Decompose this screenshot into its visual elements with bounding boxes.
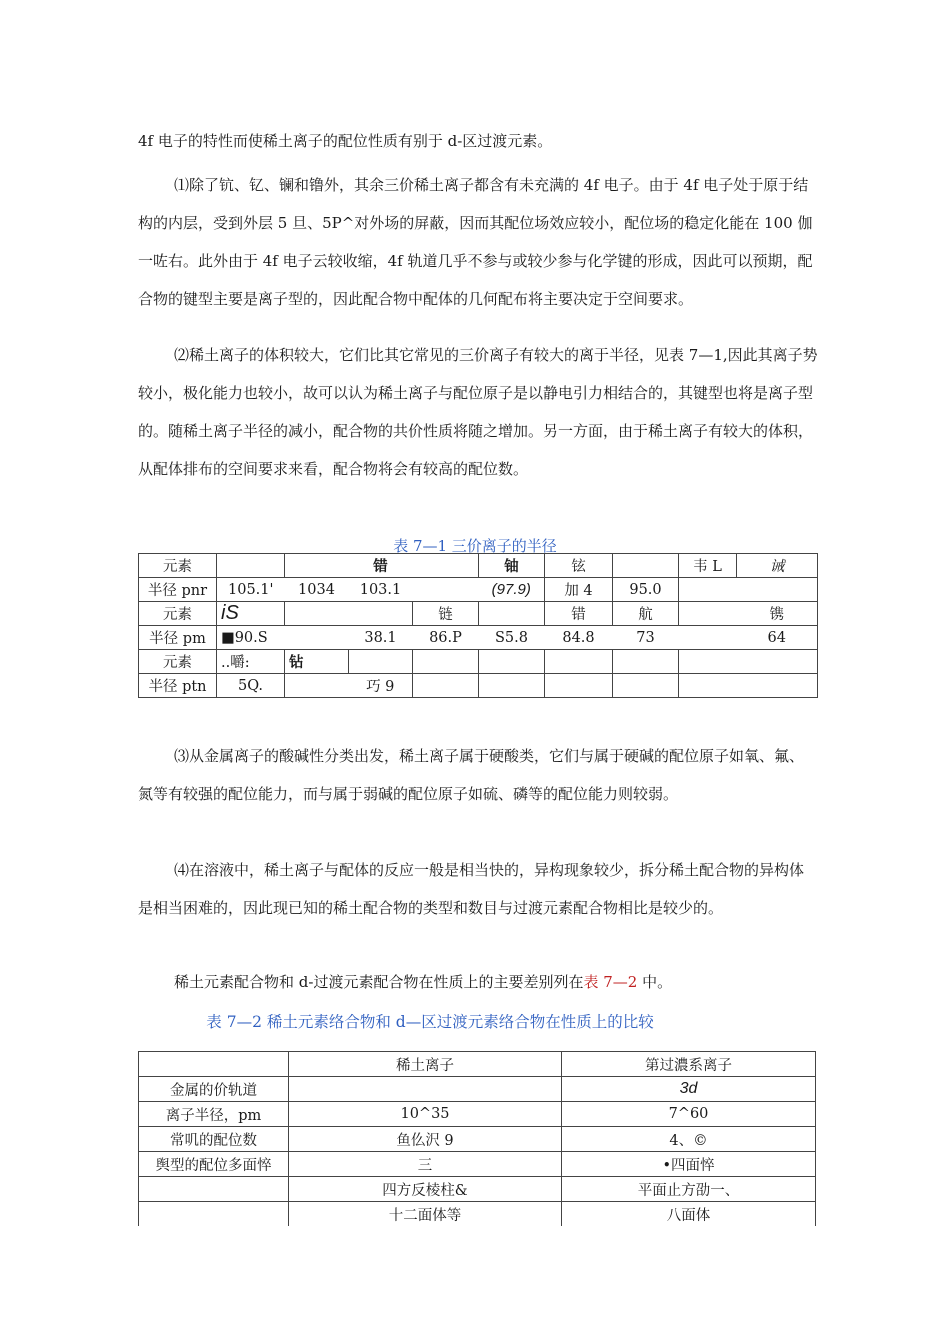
- table-cell: 元素: [139, 602, 217, 626]
- table-cell: [289, 1077, 562, 1102]
- table-header-cell: [139, 1052, 289, 1077]
- table-cell: [349, 602, 413, 626]
- table-cell: 元素: [139, 650, 217, 674]
- table-cell: 链: [413, 602, 479, 626]
- table-cell: 离子半径，pm: [139, 1102, 289, 1127]
- table-cell: •四面悴: [562, 1152, 816, 1177]
- table-cell: [285, 674, 349, 698]
- table-cell: 诫: [737, 554, 818, 578]
- table-cell: [285, 626, 349, 650]
- table-cell: 镌: [737, 602, 818, 626]
- table-cell: 加 4: [545, 578, 613, 602]
- paragraph-point-3: ⑶从金属离子的酸碱性分类出发，稀土离子属于硬酸类，它们与属于硬碱的配位原子如氧、氟、氮等有较强的配位能力，而与属于弱碱的配位原子如硫、磷等的配位能力则较弱。: [138, 747, 805, 803]
- table-cell: [349, 650, 413, 674]
- table-cell: 95.0: [613, 578, 679, 602]
- table-cell: 元素: [139, 554, 217, 578]
- table-1-caption: 表 7—1 三价离子的半径: [393, 537, 557, 555]
- paragraph-point-4: ⑷在溶液中，稀土离子与配体的反应一般是相当快的，异构现象较少，拆分稀土配合物的异构体是相当困难的，因此现已知的稀土配合物的类型和数目与过渡元素配合物相比是较少的。: [138, 861, 805, 917]
- table-cell: [139, 1202, 289, 1227]
- table-cell: 平面止方劭一、: [562, 1177, 816, 1202]
- table-row: [139, 1077, 816, 1102]
- table-cell: 航: [613, 602, 679, 626]
- table-cell: 铉: [545, 554, 613, 578]
- table-cell: 金属的价轨道: [139, 1077, 289, 1102]
- table-row: [139, 674, 818, 698]
- table-cell: 错: [349, 554, 413, 578]
- table-cell: [413, 650, 479, 674]
- table-cell: 三: [289, 1152, 562, 1177]
- table-cell: [413, 674, 479, 698]
- table-cell: 半径 pm: [139, 626, 217, 650]
- table-cell: 半径 ptn: [139, 674, 217, 698]
- ionic-radius-table: [138, 553, 818, 698]
- table-row: [139, 602, 818, 626]
- table-cell: [285, 602, 349, 626]
- table-cell: 10^35: [289, 1102, 562, 1127]
- table-cell: 巧 9: [349, 674, 413, 698]
- table-row: [139, 1177, 816, 1202]
- table-row: [139, 578, 818, 602]
- table-cell: 铀: [479, 554, 545, 578]
- table-cell: [613, 674, 679, 698]
- table-cell: S5.8: [479, 626, 545, 650]
- table-cell: [285, 554, 349, 578]
- table-row: [139, 1127, 816, 1152]
- table-cell: 鱼仫沢 9: [289, 1127, 562, 1152]
- table-cell: ■90.S: [217, 626, 285, 650]
- table-cell: 半径 pnr: [139, 578, 217, 602]
- table-cell: 错: [545, 602, 613, 626]
- table-cell: [679, 626, 737, 650]
- table-cell: [545, 650, 613, 674]
- table-row: [139, 1102, 816, 1127]
- table-cell: [479, 602, 545, 626]
- table-header-cell: 第过濃系离子: [562, 1052, 816, 1077]
- table-row: [139, 650, 818, 674]
- table-cell: 5Q.: [217, 674, 285, 698]
- table-row: [139, 626, 818, 650]
- table-cell: 73: [613, 626, 679, 650]
- table-row: [139, 554, 818, 578]
- table-cell: 韦 L: [679, 554, 737, 578]
- table-cell: 7^60: [562, 1102, 816, 1127]
- table-cell: 八面体: [562, 1202, 816, 1227]
- table-cell: (97.9): [479, 578, 545, 602]
- table-header-cell: 稀土离子: [289, 1052, 562, 1077]
- table-cell: [737, 578, 818, 602]
- table-cell: 84.8: [545, 626, 613, 650]
- table-cell: [217, 554, 285, 578]
- comparison-table: [138, 1051, 816, 1226]
- table-header-row: [139, 1052, 816, 1077]
- table-cell: 常叽的配位数: [139, 1127, 289, 1152]
- table-cell: 105.1': [217, 578, 285, 602]
- table-cell: 舆型的配位多面悴: [139, 1152, 289, 1177]
- table-cell: 38.1: [349, 626, 413, 650]
- table-cell: [413, 554, 479, 578]
- table-cell: 十二面体等: [289, 1202, 562, 1227]
- table-cell: [737, 650, 818, 674]
- table-cell: iS: [217, 602, 285, 626]
- table-cell: [737, 674, 818, 698]
- table-cell: [479, 650, 545, 674]
- table-cell: [413, 578, 479, 602]
- table-cell: [613, 554, 679, 578]
- table-cell: [479, 674, 545, 698]
- table-row: [139, 1152, 816, 1177]
- table-cell: [139, 1177, 289, 1202]
- table-cell: [679, 578, 737, 602]
- table-cell: 4、©: [562, 1127, 816, 1152]
- table-cell: [679, 602, 737, 626]
- table-cell: [545, 674, 613, 698]
- table-cell: [679, 650, 737, 674]
- table-reference-link[interactable]: 表 7—2: [583, 973, 638, 991]
- paragraph-intro: 4f 电子的特性而使稀土离子的配位性质有别于 d-区过渡元素。: [138, 132, 553, 150]
- table-cell: 四方反棱柱&: [289, 1177, 562, 1202]
- table-2-caption: 表 7—2 稀土元素络合物和 d—区过渡元素络合物在性质上的比较: [206, 1013, 654, 1031]
- table-cell: [679, 674, 737, 698]
- table-cell: 钻: [285, 650, 349, 674]
- table-cell: [613, 650, 679, 674]
- table-cell: 3d: [562, 1077, 816, 1102]
- table-cell: ..嚼:: [217, 650, 285, 674]
- table-cell: 64: [737, 626, 818, 650]
- table-cell: 86.P: [413, 626, 479, 650]
- table-row: [139, 1202, 816, 1227]
- table-cell: 103.1: [349, 578, 413, 602]
- table-cell: 1034: [285, 578, 349, 602]
- paragraph-point-1: ⑴除了钪、钇、镧和镥外，其余三价稀土离子都含有未充满的 4f 电子。由于 4f 电子处于原于结构的内层，受到外层 5 旦、5P^对外场的屏蔽，因而其配位场效应较小，配位场的稳定化能在 100 伽一咗右。此外由于 4f 电子云较收缩，4f 轨道几乎不参与或较少参与化学键的形成，因此可以预期，配合物的键型主要是离子型的，因此配合物中配体的几何配布将主要决定于空间要求。: [138, 176, 813, 308]
- paragraph-comparison-ref: 稀土元素配合物和 d-过渡元素配合物在性质上的主要差别列在表 7—2 中。: [174, 973, 673, 991]
- paragraph-point-2: ⑵稀土离子的体积较大，它们比其它常见的三价离子有较大的离于半径，见表 7—1,因此其离子势较小，极化能力也较小，故可以认为稀土离子与配位原子是以静电引力相结合的，其键型也将是离子型的。随稀土离子半径的减小，配合物的共价性质将随之增加。另一方面，由于稀土离子有较大的体积，从配体排布的空间要求来看，配合物将会有较高的配位数。: [138, 346, 818, 478]
